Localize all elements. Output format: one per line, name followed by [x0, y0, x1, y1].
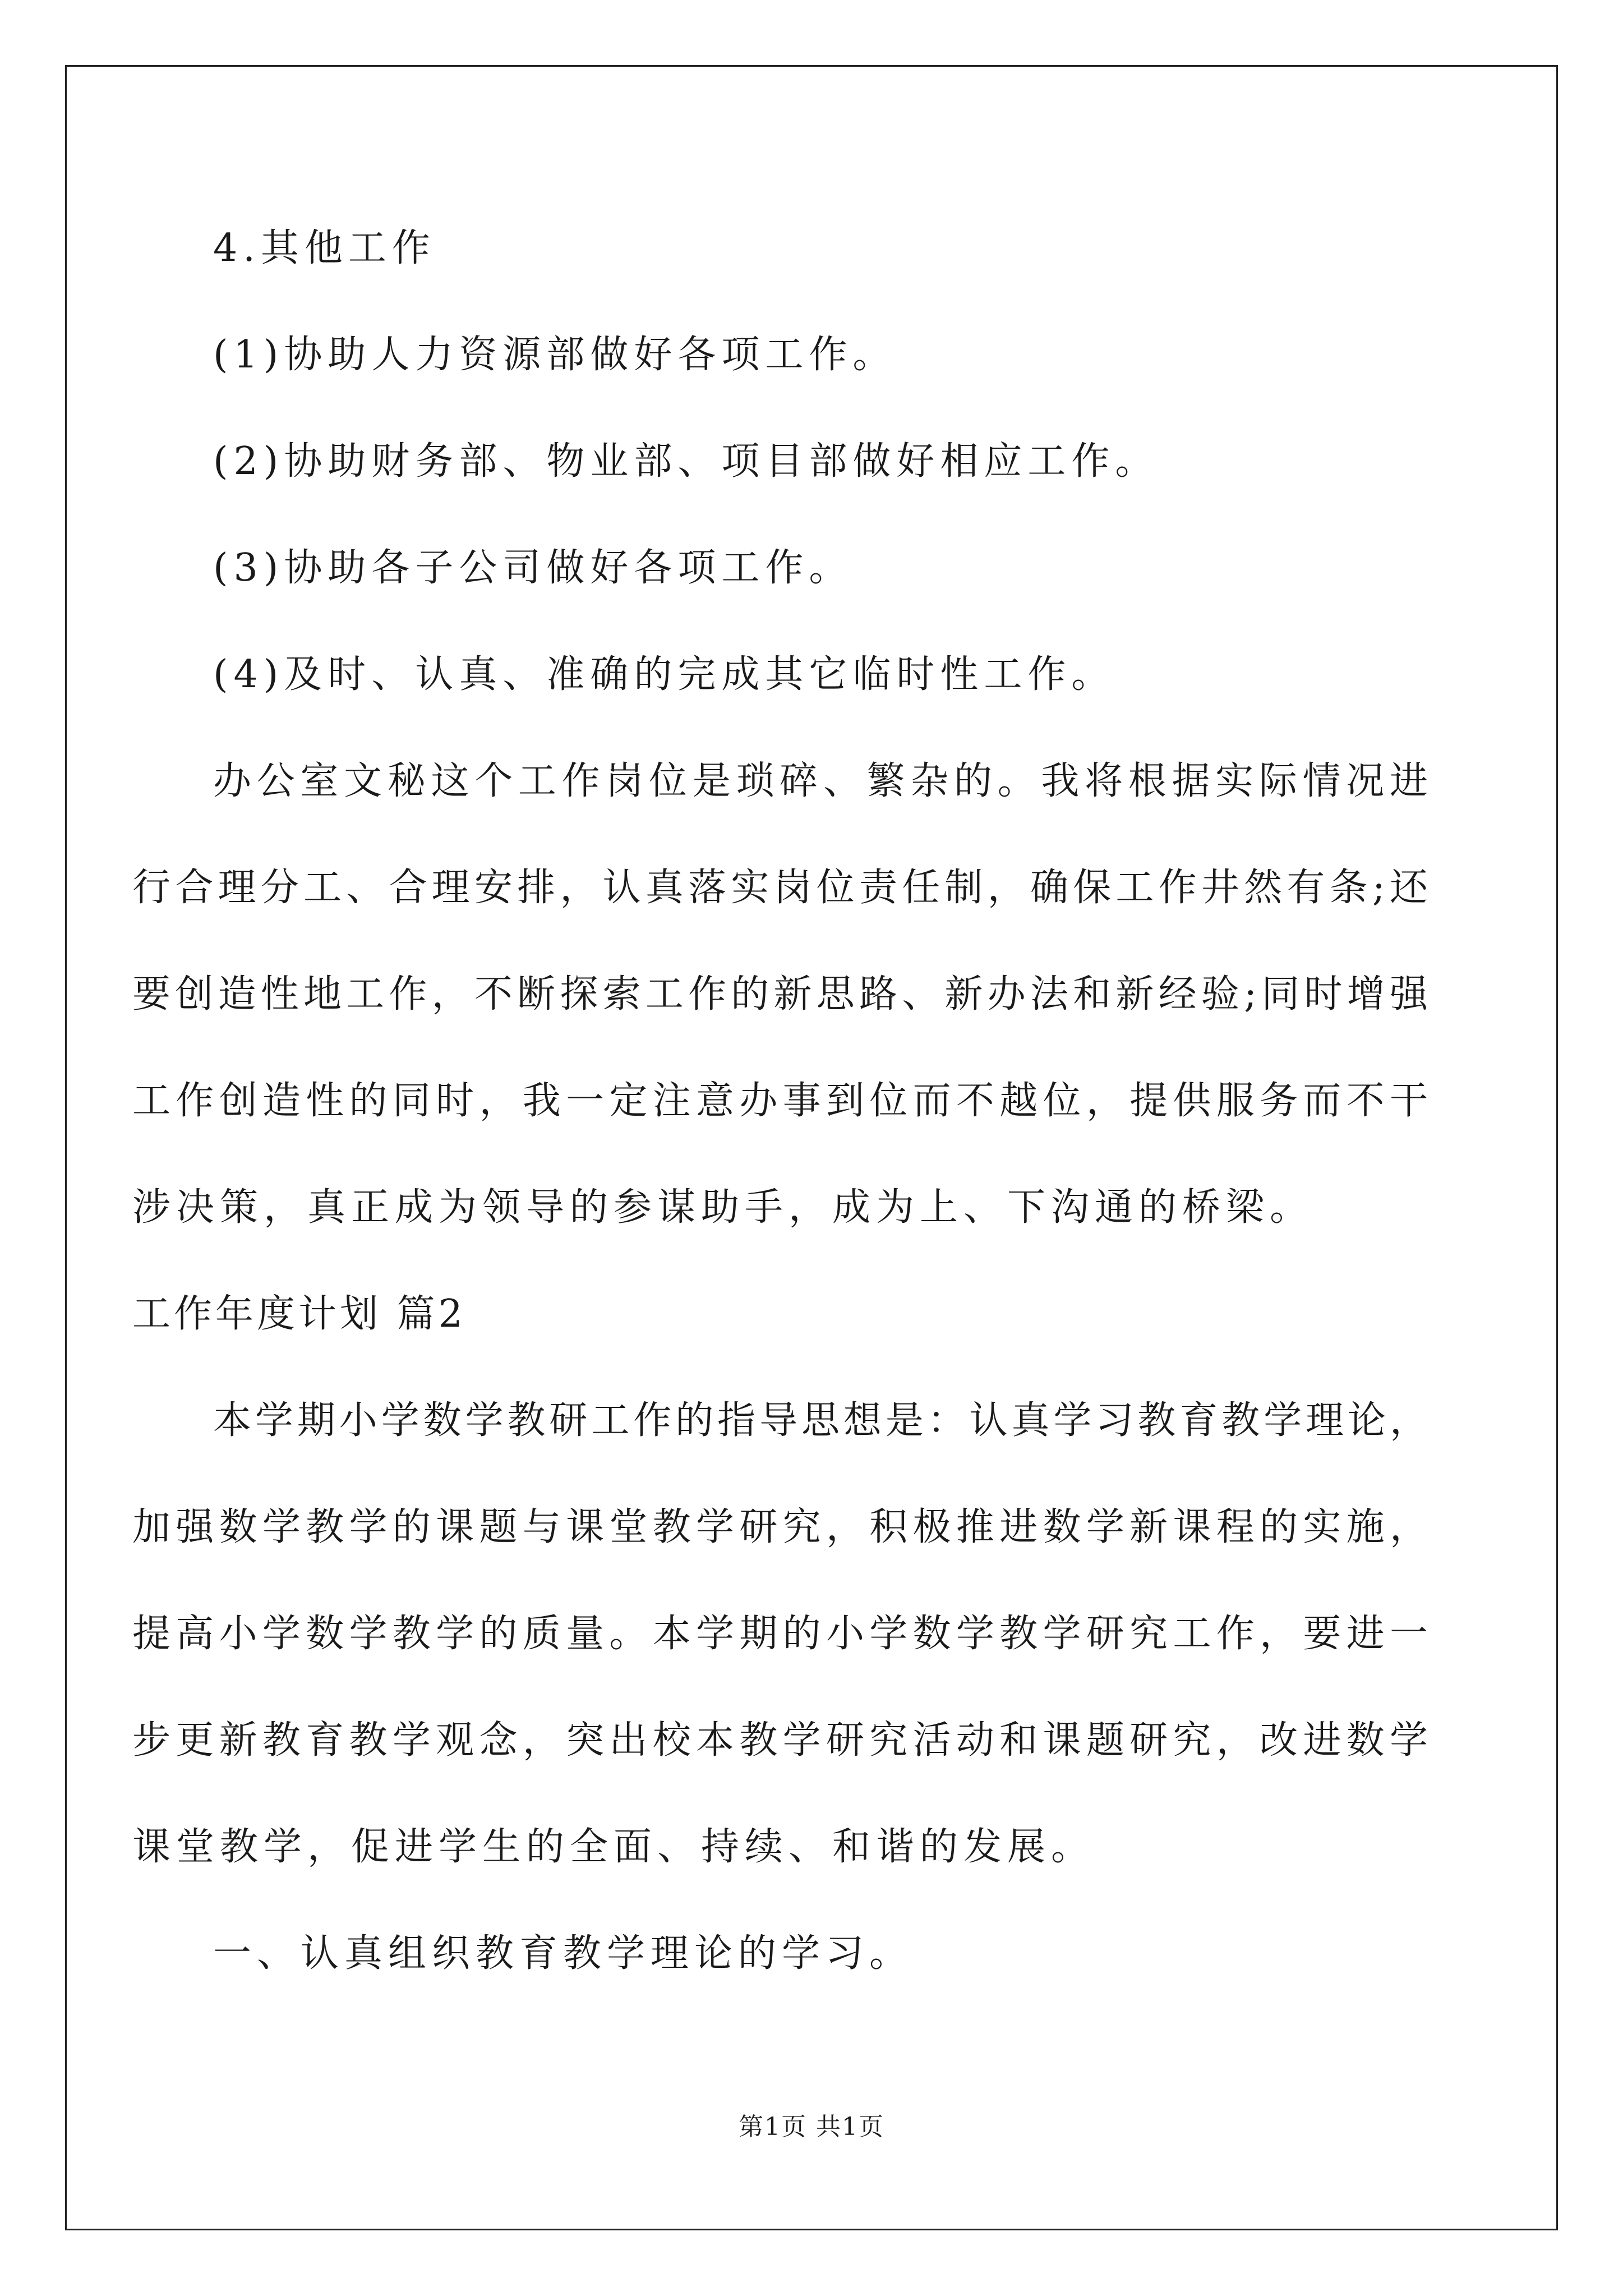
list-item-4: (4)及时、认真、准确的完成其它临时性工作。: [213, 652, 1115, 697]
paragraph-line: 加强数学教学的课题与课堂教学研究，积极推进数学新课程的实施，: [132, 1505, 1428, 1549]
list-item-3: (3)协助各子公司做好各项工作。: [213, 546, 853, 590]
paragraph-line: 要创造性地工作，不断探索工作的新思路、新办法和新经验;同时增强: [132, 972, 1428, 1016]
paragraph-line: 提高小学数学教学的质量。本学期的小学数学教学研究工作，要进一: [132, 1612, 1428, 1656]
paragraph-line: 步更新教育教学观念，突出校本教学研究活动和课题研究，改进数学: [132, 1718, 1428, 1763]
list-item-1: (1)协助人力资源部做好各项工作。: [213, 333, 897, 377]
list-item-2: (2)协助财务部、物业部、项目部做好相应工作。: [213, 439, 1159, 484]
page-footer: 第1页 共1页: [739, 2113, 884, 2141]
subsection-heading: 一、认真组织教育教学理论的学习。: [213, 1931, 914, 1976]
paragraph-line: 涉决策，真正成为领导的参谋助手，成为上、下沟通的桥梁。: [132, 1185, 1314, 1230]
paragraph-line: 办公室文秘这个工作岗位是琐碎、繁杂的。我将根据实际情况进: [213, 759, 1428, 803]
paragraph-line: 行合理分工、合理安排，认真落实岗位责任制，确保工作井然有条;还: [132, 866, 1428, 910]
paragraph-line: 本学期小学数学教研工作的指导思想是：认真学习教育教学理论，: [213, 1398, 1428, 1443]
section-title: 工作年度计划 篇2: [132, 1292, 466, 1336]
paragraph-line: 课堂教学，促进学生的全面、持续、和谐的发展。: [132, 1825, 1095, 1869]
section-heading-other-work: 4.其他工作: [213, 226, 436, 270]
page-border: [65, 65, 1558, 2230]
paragraph-line: 工作创造性的同时，我一定注意办事到位而不越位，提供服务而不干: [132, 1079, 1428, 1123]
